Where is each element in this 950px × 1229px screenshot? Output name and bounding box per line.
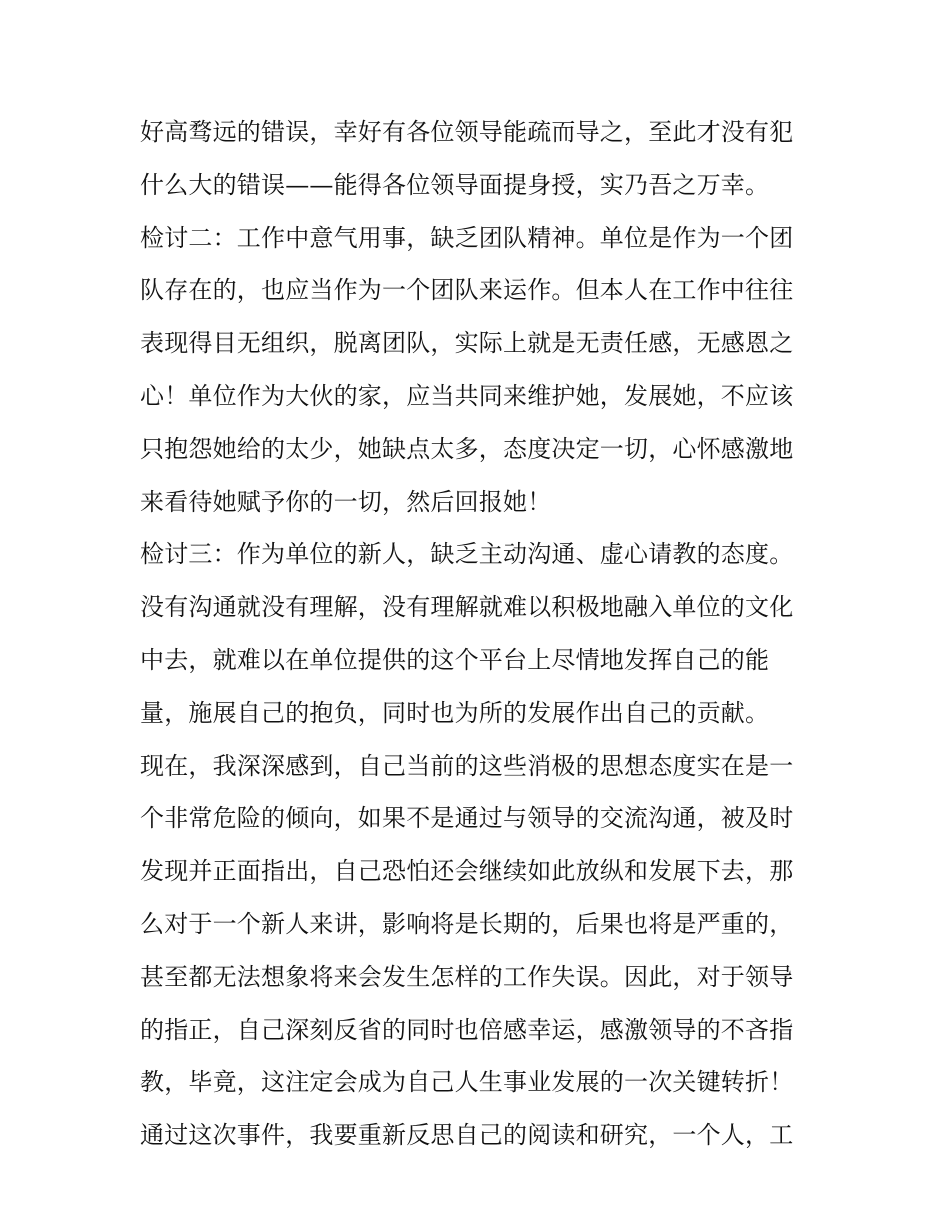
document-body xyxy=(140,106,820,1162)
text-line: 什么大的错误——能得各位领导面提身授，实乃吾之万幸。 xyxy=(140,170,770,199)
text-line: 现在，我深深感到，自己当前的这些消极的思想态度实在是一 xyxy=(140,751,794,780)
text-line: 教，毕竟，这注定会成为自己人生事业发展的一次关键转折！ xyxy=(140,1068,794,1097)
text-line: 队存在的，也应当作为一个团队来运作。但本人在工作中往往 xyxy=(140,276,794,305)
text-line: 好高骛远的错误，幸好有各位领导能疏而导之，至此才没有犯 xyxy=(140,118,794,146)
text-line: 通过这次事件，我要重新反思自己的阅读和研究，一个人，工 xyxy=(140,1121,794,1150)
text-line: 没有沟通就没有理解，没有理解就难以积极地融入单位的文化 xyxy=(140,593,794,622)
text-line: 表现得目无组织，脱离团队，实际上就是无责任感，无感恩之 xyxy=(140,329,794,358)
text-line: 中去，就难以在单位提供的这个平台上尽情地发挥自己的能 xyxy=(140,645,770,674)
text-line: 么对于一个新人来讲，影响将是长期的，后果也将是严重的， xyxy=(140,909,794,938)
text-line: 量，施展自己的抱负，同时也为所的发展作出自己的贡献。 xyxy=(140,698,770,727)
text-line: 来看待她赋予你的一切，然后回报她！ xyxy=(140,487,552,516)
text-line: 甚至都无法想象将来会发生怎样的工作失误。因此，对于领导 xyxy=(140,962,794,991)
text-line: 个非常危险的倾向，如果不是通过与领导的交流沟通，被及时 xyxy=(140,804,794,833)
text-line: 心！单位作为大伙的家，应当共同来维护她，发展她，不应该 xyxy=(140,381,794,410)
text-line: 只抱怨她给的太少，她缺点太多，态度决定一切，心怀感激地 xyxy=(140,434,794,463)
text-line: 发现并正面指出，自己恐怕还会继续如此放纵和发展下去，那 xyxy=(140,857,794,886)
text-line: 的指正，自己深刻反省的同时也倍感幸运，感激领导的不吝指 xyxy=(140,1015,794,1044)
text-line: 检讨二：工作中意气用事，缺乏团队精神。单位是作为一个团 xyxy=(140,223,794,252)
text-line: 检讨三：作为单位的新人，缺乏主动沟通、虚心请教的态度。 xyxy=(140,540,794,569)
